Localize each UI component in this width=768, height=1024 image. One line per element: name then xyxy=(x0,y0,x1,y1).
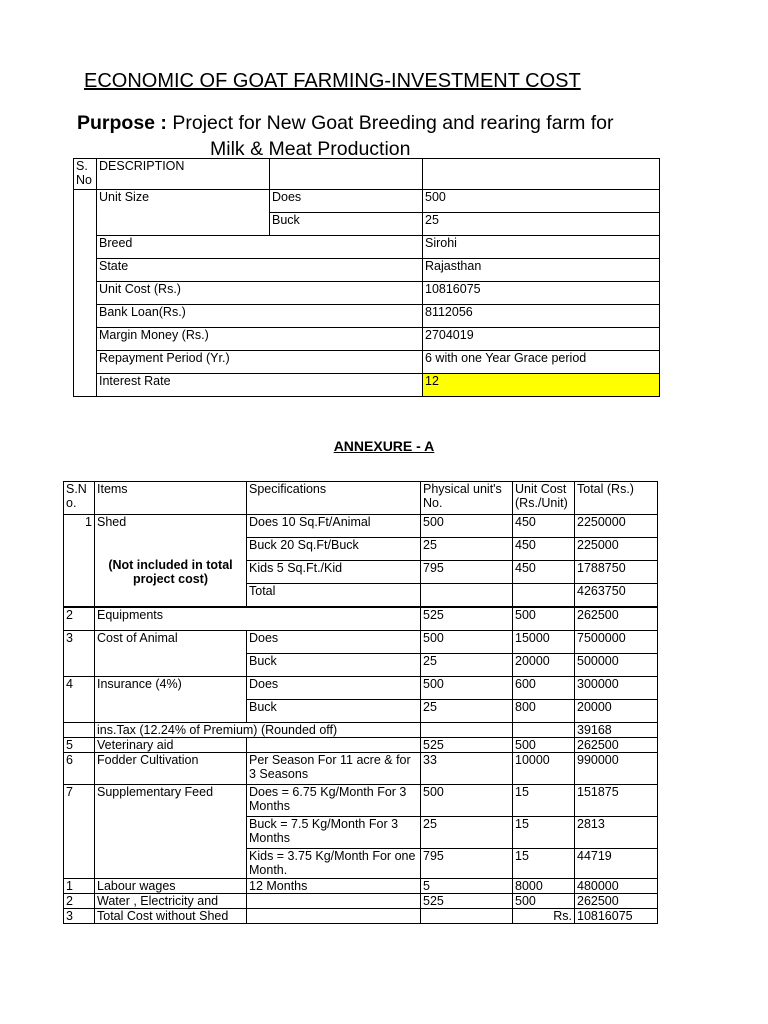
repayment-label: Repayment Period (Yr.) xyxy=(97,351,423,374)
purpose-label: Purpose : xyxy=(77,112,167,134)
total-cell: 2250000 xyxy=(575,515,658,538)
total-cell: 480000 xyxy=(575,879,658,894)
total-cell: 151875 xyxy=(575,785,658,817)
spec-cell: Does = 6.75 Kg/Month For 3 Months xyxy=(247,785,421,817)
interest-rate-label: Interest Rate xyxy=(97,374,423,397)
total-cell: 1788750 xyxy=(575,561,658,584)
total-cell: 39168 xyxy=(575,723,658,738)
spec-cell: Buck 20 Sq.Ft/Buck xyxy=(247,538,421,561)
annexure-table xyxy=(63,481,658,924)
units-cell xyxy=(421,584,513,608)
state-label: State xyxy=(97,259,423,282)
sno-header: S. No xyxy=(74,159,97,190)
units-cell: 25 xyxy=(421,817,513,849)
sno-cell: 7 xyxy=(64,785,95,879)
units-cell xyxy=(421,723,513,738)
specs-header: Specifications xyxy=(247,482,421,515)
buck-label: Buck xyxy=(270,213,423,236)
units-cell: 525 xyxy=(421,607,513,631)
shed-total-label: Total xyxy=(247,584,421,608)
item-cell: Labour wages xyxy=(95,879,247,894)
spec-cell: Kids 5 Sq.Ft./Kid xyxy=(247,561,421,584)
table-row xyxy=(74,282,660,305)
table-row xyxy=(64,785,658,817)
page-title: ECONOMIC OF GOAT FARMING-INVESTMENT COST xyxy=(84,70,581,92)
total-cell: 262500 xyxy=(575,738,658,753)
annexure-title: ANNEXURE - A xyxy=(333,438,435,454)
table-row xyxy=(64,677,658,700)
sno-cell: 1 xyxy=(64,515,95,608)
units-cell: 33 xyxy=(421,753,513,785)
table-row xyxy=(74,259,660,282)
cost-cell: 15 xyxy=(513,849,575,879)
header-blank xyxy=(423,159,660,190)
sno-cell xyxy=(64,723,95,738)
cost-cell: 15 xyxy=(513,817,575,849)
breed-label: Breed xyxy=(97,236,423,259)
cost-cell: 450 xyxy=(513,515,575,538)
sno-header: S.N o. xyxy=(64,482,95,515)
units-cell: 25 xyxy=(421,538,513,561)
unit-cost-label: Unit Cost (Rs.) xyxy=(97,282,423,305)
units-cell: 5 xyxy=(421,879,513,894)
does-value: 500 xyxy=(423,190,660,213)
total-cell: 300000 xyxy=(575,677,658,700)
table-row xyxy=(74,190,660,213)
ins-tax-label: ins.Tax (12.24% of Premium) (Rounded off) xyxy=(95,723,421,738)
item-cell: Cost of Animal xyxy=(95,631,247,677)
units-cell xyxy=(421,909,513,924)
table-row xyxy=(64,515,658,538)
sno-cell: 3 xyxy=(64,631,95,677)
spec-cell: Kids = 3.75 Kg/Month For one Month. xyxy=(247,849,421,879)
table-row xyxy=(64,631,658,654)
item-cell: Shed xyxy=(95,515,247,538)
state-value: Rajasthan xyxy=(423,259,660,282)
total-cell: 2813 xyxy=(575,817,658,849)
sno-cell xyxy=(74,190,97,397)
spec-cell: Does xyxy=(247,677,421,700)
spec-cell xyxy=(247,909,421,924)
table-row xyxy=(64,909,658,924)
cost-cell: 500 xyxy=(513,738,575,753)
cost-cell xyxy=(513,584,575,608)
cost-cell xyxy=(513,723,575,738)
spec-cell: Buck xyxy=(247,700,421,723)
item-cell: Fodder Cultivation xyxy=(95,753,247,785)
bank-loan-label: Bank Loan(Rs.) xyxy=(97,305,423,328)
unit-size-label: Unit Size xyxy=(97,190,270,236)
grand-total-currency: Rs. xyxy=(513,909,575,924)
spec-cell: 12 Months xyxy=(247,879,421,894)
item-cell: Supplementary Feed xyxy=(95,785,247,879)
grand-total-value: 10816075 xyxy=(575,909,658,924)
total-cell: 990000 xyxy=(575,753,658,785)
spec-cell: Does 10 Sq.Ft/Animal xyxy=(247,515,421,538)
buck-value: 25 xyxy=(423,213,660,236)
annexure-header-row xyxy=(64,482,658,515)
item-cell: Water , Electricity and xyxy=(95,894,247,909)
units-cell: 795 xyxy=(421,849,513,879)
purpose-line-1: Project for New Goat Breeding and rearing farm for xyxy=(172,112,614,134)
total-header: Total (Rs.) xyxy=(575,482,658,515)
items-header: Items xyxy=(95,482,247,515)
spec-cell: Does xyxy=(247,631,421,654)
purpose-block xyxy=(77,110,613,162)
units-cell: 25 xyxy=(421,654,513,677)
total-cell: 20000 xyxy=(575,700,658,723)
summary-table xyxy=(73,158,660,397)
sno-cell: 4 xyxy=(64,677,95,723)
cost-cell: 20000 xyxy=(513,654,575,677)
spec-cell xyxy=(247,894,421,909)
total-cell: 262500 xyxy=(575,607,658,631)
table-row xyxy=(74,374,660,397)
unit-cost-header: Unit Cost (Rs./Unit) xyxy=(513,482,575,515)
table-row xyxy=(64,879,658,894)
table-row xyxy=(64,538,658,561)
item-cell: Veterinary aid xyxy=(95,738,247,753)
spec-cell: Per Season For 11 acre & for 3 Seasons xyxy=(247,753,421,785)
repayment-value: 6 with one Year Grace period xyxy=(423,351,660,374)
units-cell: 500 xyxy=(421,515,513,538)
margin-money-label: Margin Money (Rs.) xyxy=(97,328,423,351)
units-cell: 500 xyxy=(421,677,513,700)
item-cell: Insurance (4%) xyxy=(95,677,247,723)
spec-cell xyxy=(247,738,421,753)
cost-cell: 500 xyxy=(513,607,575,631)
table-row xyxy=(74,236,660,259)
item-cell: Total Cost without Shed xyxy=(95,909,247,924)
table-row xyxy=(64,723,658,738)
units-cell: 25 xyxy=(421,700,513,723)
table-row xyxy=(64,607,658,631)
units-cell: 525 xyxy=(421,894,513,909)
table-row xyxy=(64,738,658,753)
sno-cell: 2 xyxy=(64,607,95,631)
unit-cost-value: 10816075 xyxy=(423,282,660,305)
description-header: DESCRIPTION xyxy=(97,159,270,190)
purpose-line-2: Milk & Meat Production xyxy=(210,138,411,160)
item-cell: Equipments xyxy=(95,607,421,631)
cost-cell: 500 xyxy=(513,894,575,909)
cost-cell: 10000 xyxy=(513,753,575,785)
margin-money-value: 2704019 xyxy=(423,328,660,351)
sno-cell: 3 xyxy=(64,909,95,924)
interest-rate-value: 12 xyxy=(423,374,660,397)
spec-cell: Buck xyxy=(247,654,421,677)
units-cell: 500 xyxy=(421,785,513,817)
units-cell: 795 xyxy=(421,561,513,584)
summary-header-row xyxy=(74,159,660,190)
total-cell: 7500000 xyxy=(575,631,658,654)
units-cell: 500 xyxy=(421,631,513,654)
sno-cell: 2 xyxy=(64,894,95,909)
cost-cell: 8000 xyxy=(513,879,575,894)
total-cell: 500000 xyxy=(575,654,658,677)
sno-cell: 5 xyxy=(64,738,95,753)
sno-cell: 1 xyxy=(64,879,95,894)
units-cell: 525 xyxy=(421,738,513,753)
shed-note: (Not included in total project cost) xyxy=(95,538,247,608)
shed-total-value: 4263750 xyxy=(575,584,658,608)
cost-cell: 800 xyxy=(513,700,575,723)
table-row xyxy=(64,753,658,785)
total-cell: 262500 xyxy=(575,894,658,909)
header-blank xyxy=(270,159,423,190)
sno-cell: 6 xyxy=(64,753,95,785)
table-row xyxy=(74,328,660,351)
spec-cell: Buck = 7.5 Kg/Month For 3 Months xyxy=(247,817,421,849)
cost-cell: 600 xyxy=(513,677,575,700)
table-row xyxy=(64,894,658,909)
cost-cell: 450 xyxy=(513,561,575,584)
cost-cell: 15000 xyxy=(513,631,575,654)
table-row xyxy=(74,305,660,328)
table-row xyxy=(74,351,660,374)
total-cell: 225000 xyxy=(575,538,658,561)
units-header: Physical unit's No. xyxy=(421,482,513,515)
cost-cell: 15 xyxy=(513,785,575,817)
total-cell: 44719 xyxy=(575,849,658,879)
cost-cell: 450 xyxy=(513,538,575,561)
breed-value: Sirohi xyxy=(423,236,660,259)
bank-loan-value: 8112056 xyxy=(423,305,660,328)
does-label: Does xyxy=(270,190,423,213)
